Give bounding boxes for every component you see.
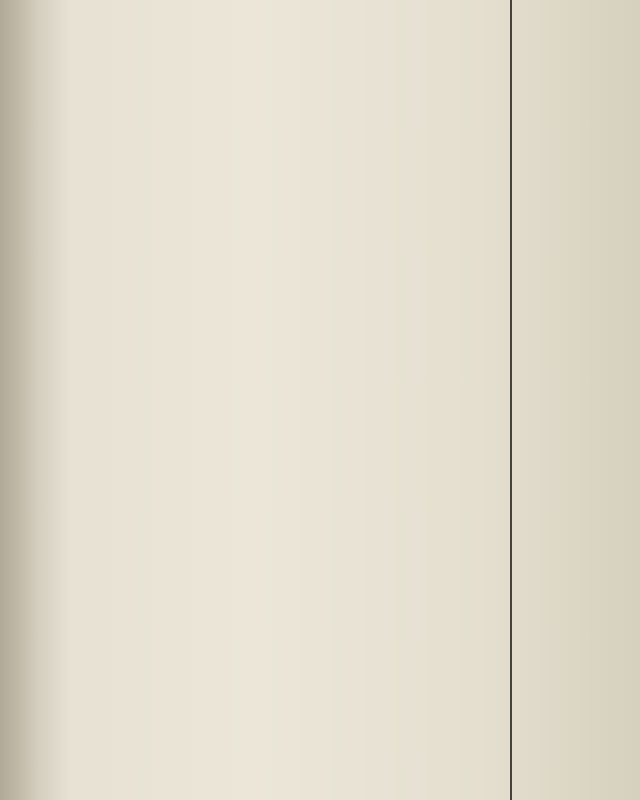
main-column [78,0,506,4]
column-rule [510,0,512,800]
side-column [514,0,640,800]
